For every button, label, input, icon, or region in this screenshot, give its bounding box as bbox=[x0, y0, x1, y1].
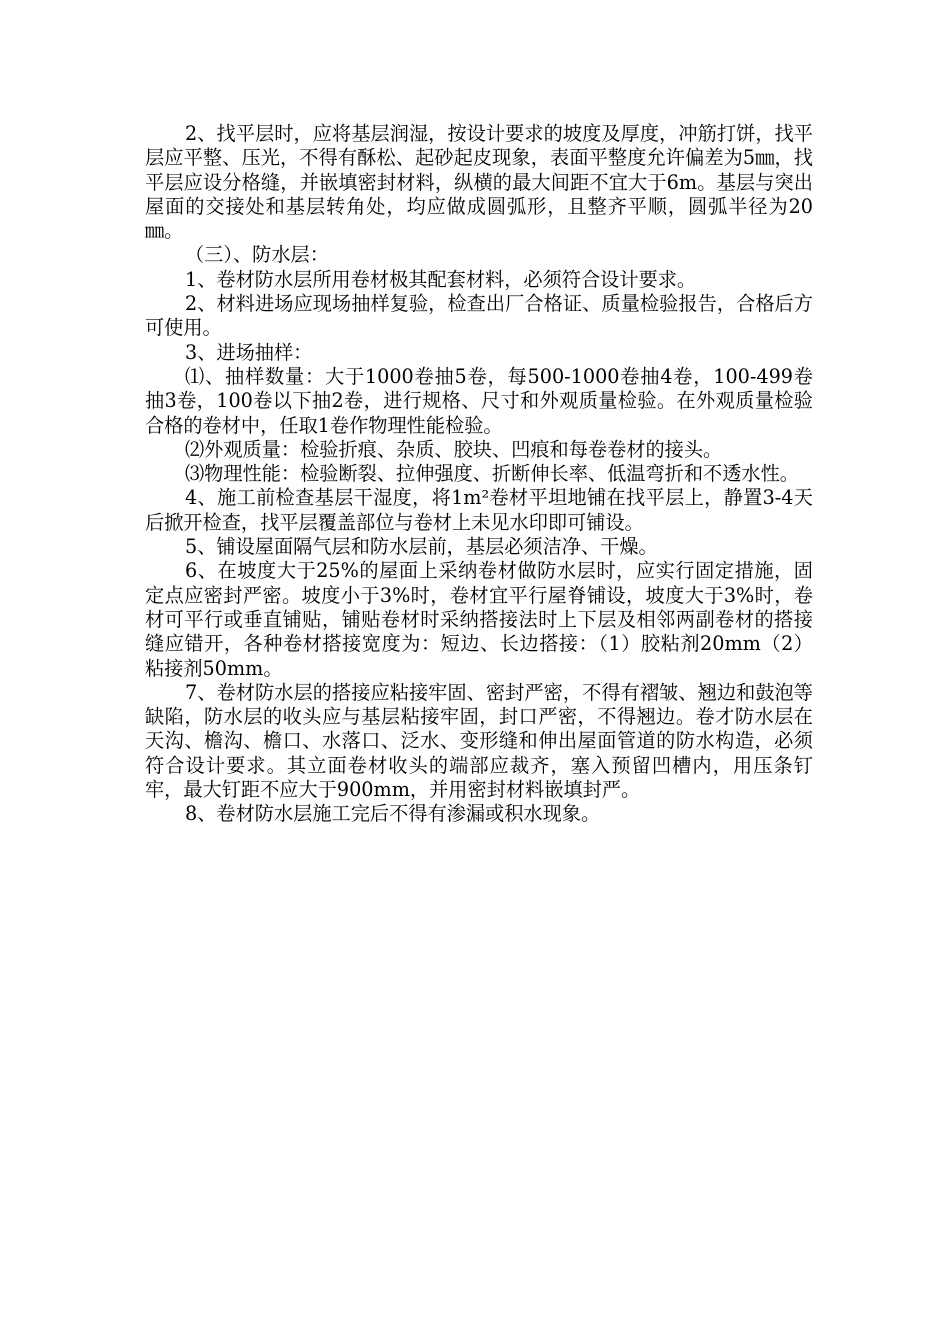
document-body bbox=[145, 122, 813, 827]
paragraph-item-7: 7、卷材防水层的搭接应粘接牢固、密封严密，不得有褶皱、翘边和鼓泡等缺陷，防水层的收头应与基层粘接牢固，封口严密，不得翘边。卷才防水层在天沟、檐沟、檐口、水落口、泛水、变形缝和伸出屋面管道的防水构造，必须符合设计要求。其立面卷材收头的端部应裁齐，塞入预留凹槽内，用压条钉牢，最大钉距不应大于900mm，并用密封材料嵌填封严。 bbox=[145, 680, 813, 802]
paragraph-item-2: 2、材料进场应现场抽样复验，检查出厂合格证、质量检验报告，合格后方可使用。 bbox=[145, 292, 813, 340]
paragraph-item-3: 3、进场抽样： bbox=[185, 340, 313, 364]
paragraph-subitem-2: ⑵外观质量：检验折痕、杂质、胶块、凹痕和每卷卷材的接头。 bbox=[185, 437, 723, 461]
paragraph-subitem-1: ⑴、抽样数量：大于1000卷抽5卷，每500-1000卷抽4卷，100-499卷抽3卷，100卷以下抽2卷，进行规格、尺寸和外观质量检验。在外观质量检验合格的卷材中，任取1卷作物理性能检验。 bbox=[145, 364, 813, 437]
paragraph-item-4: 4、施工前检查基层干湿度，将1m²卷材平坦地铺在找平层上，静置3-4天后掀开检查，找平层覆盖部位与卷材上未见水印即可铺设。 bbox=[145, 486, 813, 534]
paragraph-leveling-layer: 2、找平层时，应将基层润湿，按设计要求的坡度及厚度，冲筋打饼，找平层应平整、压光，不得有酥松、起砂起皮现象，表面平整度允许偏差为5㎜，找平层应设分格缝，并嵌填密封材料，纵横的最大间距不宜大于6m。基层与突出屋面的交接处和基层转角处，均应做成圆弧形，且整齐平顺，圆弧半径为20㎜。 bbox=[145, 122, 813, 243]
paragraph-item-1: 1、卷材防水层所用卷材极其配套材料，必须符合设计要求。 bbox=[185, 267, 697, 291]
paragraph-subitem-3: ⑶物理性能：检验断裂、拉伸强度、折断伸长率、低温弯折和不透水性。 bbox=[185, 462, 799, 486]
section-heading-waterproof-layer: （三）、防水层： bbox=[185, 243, 329, 267]
paragraph-item-5: 5、铺设屋面隔气层和防水层前，基层必须洁净、干燥。 bbox=[185, 535, 658, 559]
paragraph-item-6: 6、在坡度大于25%的屋面上采纳卷材做防水层时，应实行固定措施，固定点应密封严密。坡度小于3%时，卷材宜平行屋脊铺设，坡度大于3%时，卷材可平行或垂直铺贴，铺贴卷材时采纳搭接法时上下层及相邻两副卷材的搭接缝应错开，各种卷材搭接宽度为：短边、长边搭接：（1）胶粘剂20mm（2）粘接剂50mm。 bbox=[145, 559, 813, 680]
paragraph-item-8: 8、卷材防水层施工完后不得有渗漏或积水现象。 bbox=[185, 802, 601, 826]
